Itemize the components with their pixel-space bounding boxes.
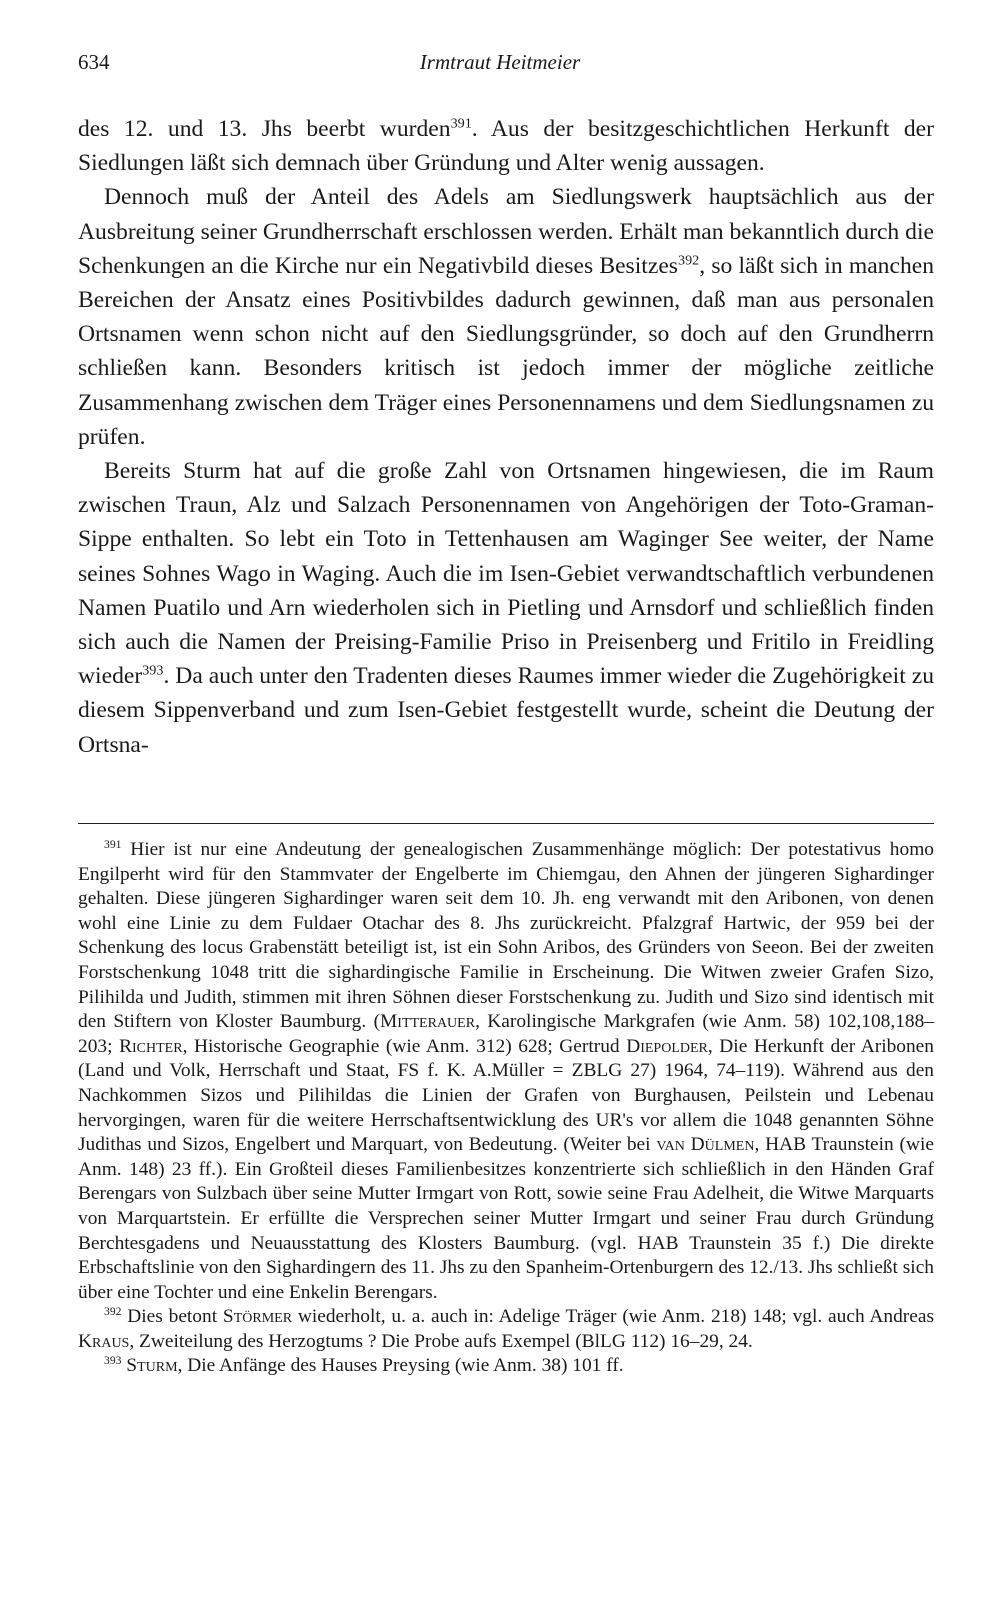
footnote-391: $^{391}$ Hier ist nur eine Andeutung der genealogischen Zusammenhänge möglich: Der potestativus homo Engilperht wird für den Stammvater der Engelberte im Chiemgau, den Ahnen der jüngeren Sighardinger gehalten. Diese jüngeren Sighardinger waren seit dem 10. Jh. eng verwandt mit den Aribonen, von denen wohl eine Linie zu dem Fuldaer Otachar des 8. Jhs zurückreicht. Pfalzgraf Hartwic, der 959 bei der Schenkung des locus Grabenstätt beteiligt ist, ist ein Sohn Aribos, des Gründers von Seeon. Bei der zweiten Forstschenkung 1048 tritt die sighardingische Familie in Erscheinung. Die Witwen zweier Grafen Sizo, Pilihilda und Judith, stimmen mit ihren Söhnen dieser Forstschenkung zu. Judith und Sizo sind identisch mit den Stiftern von Kloster Baumburg. (Mitterauer, Karolingische Markgrafen (wie Anm. 58) 102,108,188–203; Richter, Historische Geographie (wie Anm. 312) 628; Gertrud Diepolder, Die Herkunft der Aribonen (Land und Volk, Herrschaft und Staat, FS f. K. A.Müller = ZBLG 27) 1964, 74–119). Während aus den Nachkommen Sizos und Pilihildas die Linien der Grafen von Burghausen, Peilstein und Lebenau hervorgingen, waren für die weitere Herrschaftsentwicklung des UR's vor allem die 1048 genannten Söhne Judithas und Sizos, Engelbert und Marquart, von Bedeutung. (Weiter bei van Dülmen, HAB Traunstein (wie Anm. 148) 23 ff.). Ein Großteil dieses Familienbesitzes konzentrierte sich schließlich in den Händen Graf Berengars von Sulzbach über seine Mutter Irmgart von Rott, sowie seine Frau Adelheit, die Witwe Marquarts von Marquartstein. Er erfüllte die Versprechen seiner Mutter Irmgart und seiner Frau durch Gründung Berchtesgadens und Neuausstattung des Klosters Baumburg. (vgl. HAB Traunstein 35 f.) Die direkte Erbschaftslinie von den Sighardingern des 11. Jhs zu den Spanheim-Ortenburgern des 12./13. Jhs schließt sich über eine Tochter und eine Enkelin Berengars.: [78, 838, 934, 1303]
footnote-number: 391: [104, 838, 122, 852]
footnote-ref-391[interactable]: 391: [450, 115, 472, 132]
author-name: Diepolder: [626, 1035, 708, 1057]
body-text: [78, 112, 934, 762]
footnote-ref-392[interactable]: 392: [677, 252, 700, 269]
author-name: Richter: [119, 1035, 183, 1057]
paragraph-1: des 12. und 13. Jhs beerbt wurden$^{391}$. Aus der besitzgeschichtlichen Herkunft der Siedlungen läßt sich demnach über Gründung und Alter wenig aussagen.: [78, 115, 934, 177]
author-name: Mitterauer: [380, 1011, 476, 1033]
footnote-392: $^{392}$ Dies betont Störmer wiederholt, u. a. auch in: Adelige Träger (wie Anm. 218) 148; vgl. auch Andreas Kraus, Zweiteilung des Herzogtums ? Die Probe aufs Exempel (BlLG 112) 16–29, 24.: [78, 1305, 934, 1352]
footnote-393: $^{393}$ Sturm, Die Anfänge des Hauses Preysing (wie Anm. 38) 101 ff.: [104, 1354, 624, 1377]
page-number: 634: [78, 50, 110, 74]
page-header: [78, 50, 922, 80]
footnote-ref-393[interactable]: 393: [142, 662, 164, 679]
footnote-number: 393: [104, 1354, 122, 1368]
footnotes: [78, 838, 934, 1379]
author-name: Kraus: [78, 1330, 130, 1352]
author-name: Sturm: [126, 1355, 178, 1377]
footnote-separator: [78, 823, 934, 824]
paragraph-2: Dennoch muß der Anteil des Adels am Siedlungswerk hauptsächlich aus der Ausbreitung seiner Grundherrschaft erschlossen werden. Erhält man bekanntlich durch die Schenkungen an die Kirche nur ein Negativbild dieses Besitzes$^{392}$, so läßt sich in manchen Bereichen der Ansatz eines Positivbildes dadurch gewinnen, daß man aus personalen Ortsnamen wenn schon nicht auf den Siedlungsgründer, so doch auf den Grundherrn schließen kann. Besonders kritisch ist jedoch immer der mögliche zeitliche Zusammenhang zwischen dem Träger eines Personennamens und dem Siedlungsnamen zu prüfen.: [78, 184, 935, 450]
running-head-author: Irmtraut Heitmeier: [419, 50, 581, 74]
paragraph-3: Bereits Sturm hat auf die große Zahl von Ortsnamen hingewiesen, die im Raum zwischen Traun, Alz und Salzach Personennamen von Angehörigen der Toto-Graman-Sippe enthalten. So lebt ein Toto in Tettenhausen am Waginger See weiter, der Name seines Sohnes Wago in Waging. Auch die im Isen-Gebiet verwandtschaftlich verbundenen Namen Puatilo und Arn wiederholen sich in Pietling und Arnsdorf und schließlich finden sich auch die Namen der Preising-Familie Priso in Preisenberg und Fritilo in Freidling wieder$^{393}$. Da auch unter den Tradenten dieses Raumes immer wieder die Zugehörigkeit zu diesem Sippenverband und zum Isen-Gebiet festgestellt wurde, scheint die Deutung der Ortsna-: [78, 458, 934, 758]
author-name: van Dülmen: [656, 1134, 755, 1156]
footnote-number: 392: [104, 1305, 122, 1319]
author-name: Störmer: [222, 1306, 293, 1328]
